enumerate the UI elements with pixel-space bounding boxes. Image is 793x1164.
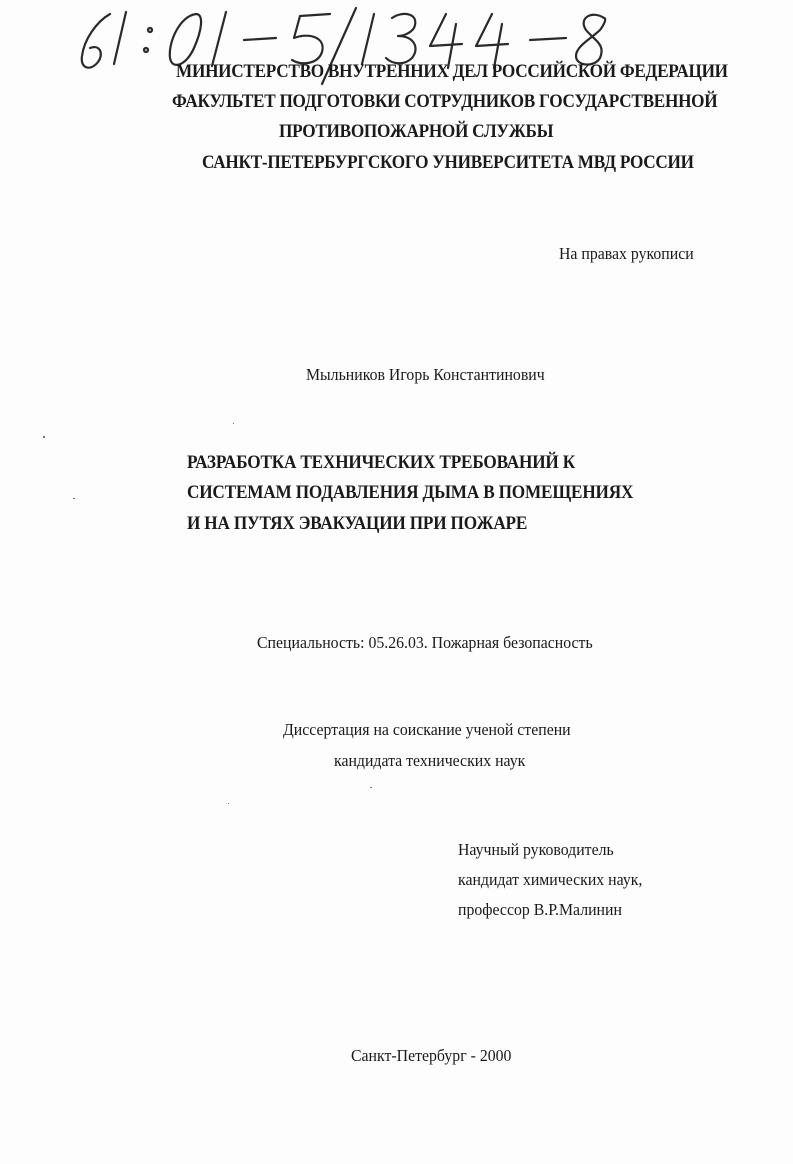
supervisor-name: профессор В.Р.Малинин: [458, 900, 622, 919]
header-line-service: ПРОТИВОПОЖАРНОЙ СЛУЖБЫ: [279, 122, 554, 142]
scan-speck: [43, 436, 45, 438]
city-year: Санкт-Петербург - 2000: [351, 1046, 512, 1065]
thesis-title-line-2: СИСТЕМАМ ПОДАВЛЕНИЯ ДЫМА В ПОМЕЩЕНИЯХ: [187, 483, 634, 503]
author-name: Мыльников Игорь Константинович: [306, 365, 545, 384]
scan-speck: [73, 498, 75, 499]
dissertation-line-1: Диссертация на соискание ученой степени: [283, 720, 571, 739]
scan-speck: [233, 423, 234, 424]
supervisor-role: Научный руководитель: [458, 840, 614, 859]
thesis-title-line-3: И НА ПУТЯХ ЭВАКУАЦИИ ПРИ ПОЖАРЕ: [187, 514, 528, 534]
thesis-title-line-1: РАЗРАБОТКА ТЕХНИЧЕСКИХ ТРЕБОВАНИЙ К: [187, 453, 576, 473]
supervisor-degree: кандидат химических наук,: [458, 870, 643, 889]
dissertation-line-2: кандидата технических наук: [334, 751, 526, 770]
specialty: Специальность: 05.26.03. Пожарная безопасность: [257, 633, 593, 652]
header-line-ministry: МИНИСТЕРСТВО ВНУТРЕННИХ ДЕЛ РОССИЙСКОЙ ФЕДЕРАЦИИ: [176, 62, 728, 82]
scan-speck: [228, 803, 229, 804]
manuscript-note: На правах рукописи: [559, 244, 694, 263]
header-line-faculty: ФАКУЛЬТЕТ ПОДГОТОВКИ СОТРУДНИКОВ ГОСУДАРСТВЕННОЙ: [172, 92, 718, 112]
scan-speck: [370, 787, 372, 788]
header-line-university: САНКТ-ПЕТЕРБУРГСКОГО УНИВЕРСИТЕТА МВД РОССИИ: [202, 153, 694, 173]
